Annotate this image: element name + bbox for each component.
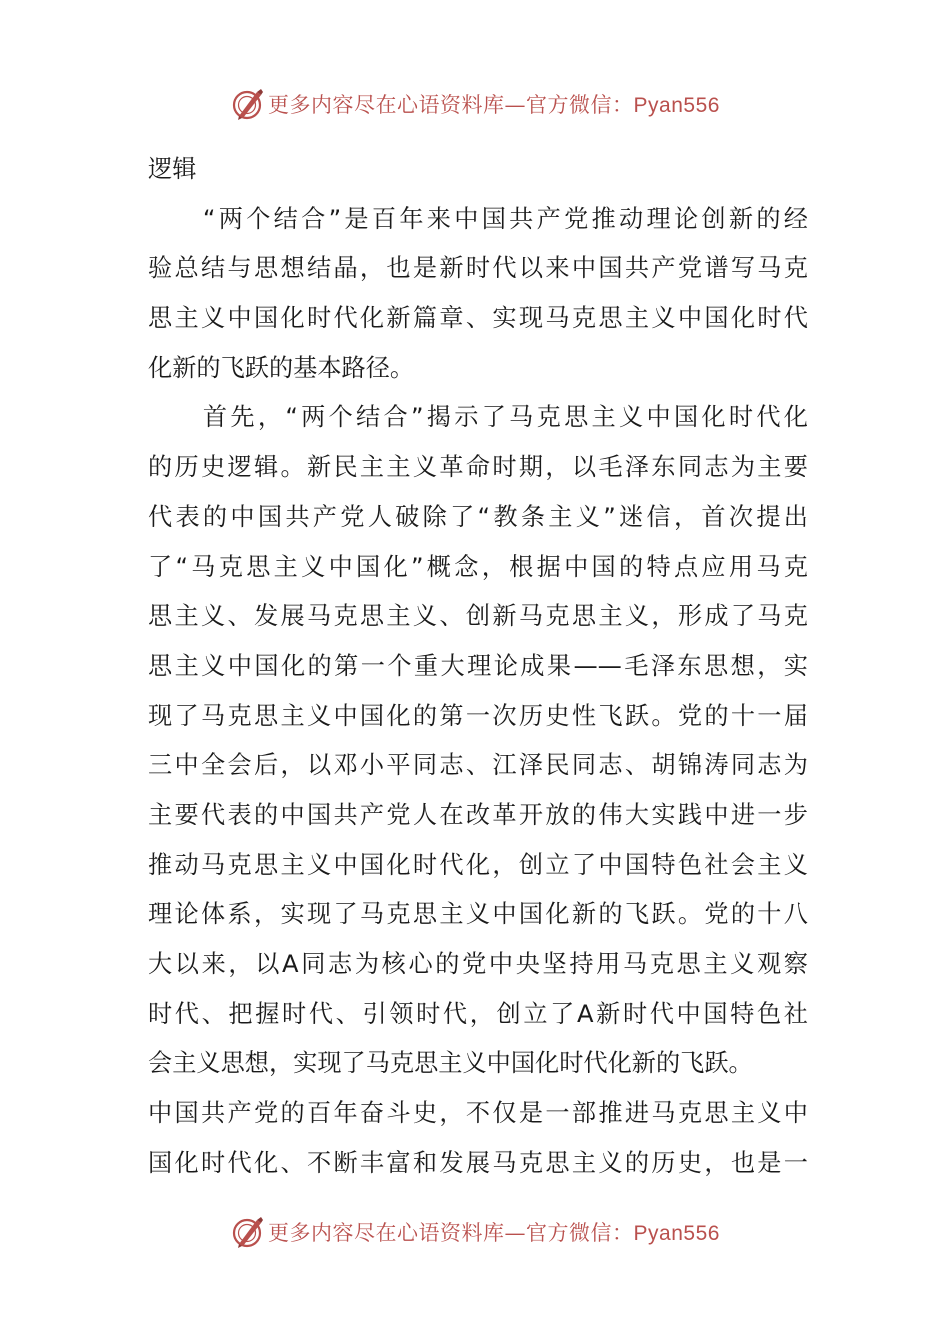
text-line: 验总结与思想结晶，也是新时代以来中国共产党谱写马克 [148,254,808,283]
text-line: 的历史逻辑。新民主主义革命时期，以毛泽东同志为主要 [148,453,808,482]
pen-circle-logo-icon [230,86,266,122]
text-line: 现了马克思主义中国化的第一次历史性飞跃。党的十一届 [148,701,808,730]
text-line: 思主义中国化的第一个重大理论成果——毛泽东思想，实 [148,651,808,680]
text-line: 国化时代化、不断丰富和发展马克思主义的历史，也是一 [148,1148,808,1177]
text-line: 思主义、发展马克思主义、创新马克思主义，形成了马克 [148,602,808,631]
text-line: 逻辑 [148,155,197,183]
text-line: 首先，“两个结合”揭示了马克思主义中国化时代化 [148,403,808,432]
text-line: 化新的飞跃的基本路径。 [148,353,415,382]
footer-banner [0,1212,950,1252]
text-line: 会主义思想，实现了马克思主义中国化时代化新的飞跃。 [148,1049,753,1078]
text-line: “两个结合”是百年来中国共产党推动理论创新的经 [148,204,808,233]
text-line: 推动马克思主义中国化时代化，创立了中国特色社会主义 [148,850,808,879]
text-line: 代表的中国共产党人破除了“教条主义”迷信，首次提出 [148,502,808,531]
text-line: 理论体系，实现了马克思主义中国化新的飞跃。党的十八 [148,900,808,929]
text-line: 时代、把握时代、引领时代，创立了A新时代中国特色社 [148,999,808,1028]
document-body [148,145,808,1188]
text-line: 了“马克思主义中国化”概念，根据中国的特点应用马克 [148,552,808,581]
banner-text: 更多内容尽在心语资料库—官方微信：Pyan556 [268,93,720,117]
text-line: 主要代表的中国共产党人在改革开放的伟大实践中进一步 [148,800,808,829]
wechat-id: Pyan556 [633,1222,720,1245]
text-line: 三中全会后，以邓小平同志、江泽民同志、胡锦涛同志为 [148,751,808,780]
header-banner [0,84,950,124]
text-line: 中国共产党的百年奋斗史，不仅是一部推进马克思主义中 [148,1099,808,1128]
pen-circle-logo-icon [230,1214,266,1250]
wechat-id: Pyan556 [633,94,720,117]
banner-text: 更多内容尽在心语资料库—官方微信：Pyan556 [268,1221,720,1245]
text-line: 思主义中国化时代化新篇章、实现马克思主义中国化时代 [148,304,808,333]
text-line: 大以来，以A同志为核心的党中央坚持用马克思主义观察 [148,950,808,978]
